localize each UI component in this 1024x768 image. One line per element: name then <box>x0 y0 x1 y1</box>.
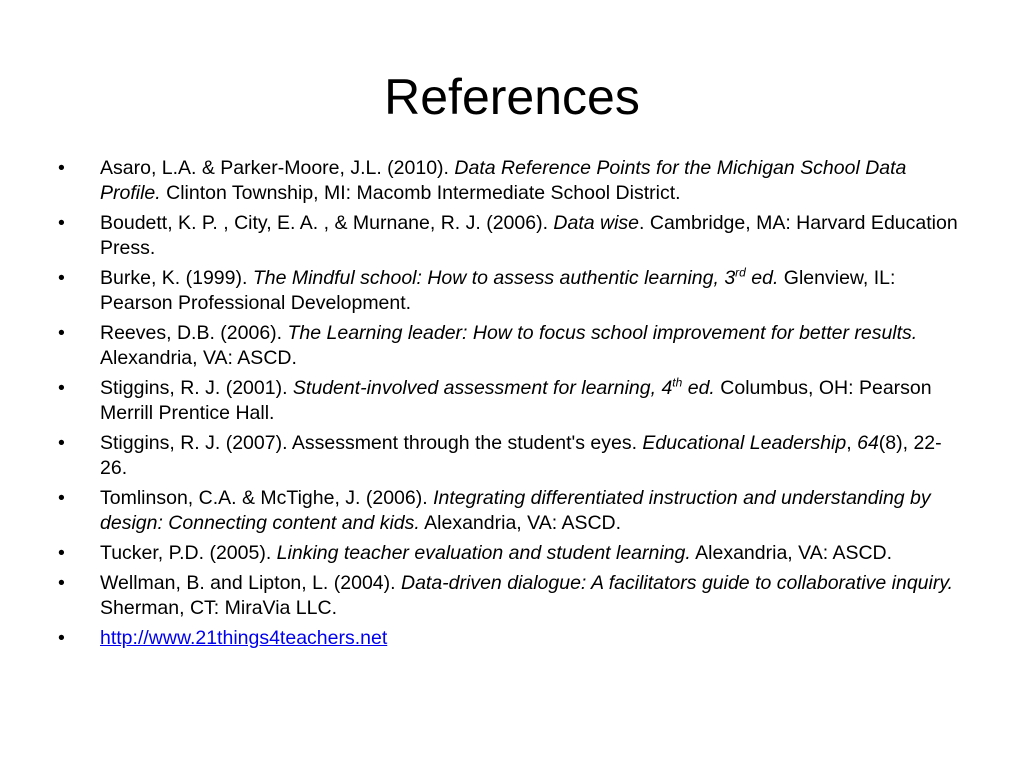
reference-segment: Tucker, P.D. (2005). <box>100 542 277 564</box>
reference-text <box>100 487 931 534</box>
reference-segment: Alexandria, VA: ASCD. <box>690 542 893 564</box>
reference-italic-segment: Data wise <box>553 212 640 234</box>
reference-segment: Reeves, D.B. (2006). <box>100 322 288 344</box>
reference-italic-segment: Student-involved assessment for learning, 4 <box>292 377 673 399</box>
reference-italic-segment: 64 <box>857 432 879 454</box>
website-link[interactable]: http://www.21things4teachers.net <box>100 627 388 649</box>
bullet-icon: • <box>58 572 65 594</box>
reference-segment: Burke, K. (1999). <box>100 267 253 289</box>
reference-item <box>58 431 958 481</box>
reference-item <box>58 376 958 426</box>
reference-text <box>100 377 932 424</box>
bullet-icon: • <box>58 157 65 179</box>
reference-italic-segment: Integrating differentiated instruction and understanding by design: Connecting content and kids. <box>100 487 931 534</box>
reference-segment: Wellman, B. and Lipton, L. (2004). <box>100 572 401 594</box>
reference-segment: Tomlinson, C.A. & McTighe, J. (2006). <box>100 487 434 509</box>
reference-italic-segment: The Learning leader: How to focus school improvement for better results. <box>287 322 918 344</box>
reference-list <box>58 156 958 656</box>
bullet-icon: • <box>58 487 65 509</box>
bullet-icon: • <box>58 212 65 234</box>
reference-superscript: th <box>672 375 683 390</box>
reference-text <box>100 157 906 204</box>
reference-italic-segment: The Mindful school: How to assess authentic learning, 3 <box>252 267 736 289</box>
reference-superscript: rd <box>735 265 746 280</box>
reference-item <box>58 266 958 316</box>
reference-item <box>58 211 958 261</box>
reference-italic-segment: ed. <box>682 377 715 399</box>
reference-segment: Glenview, IL: Pearson Professional Development. <box>100 267 896 314</box>
reference-text <box>100 432 942 479</box>
reference-item <box>58 541 958 566</box>
bullet-icon: • <box>58 627 65 649</box>
reference-text <box>100 542 892 564</box>
bullet-icon: • <box>58 377 65 399</box>
reference-segment: Asaro, L.A. & Parker-Moore, J.L. (2010). <box>100 157 455 179</box>
reference-segment: Clinton Township, MI: Macomb Intermediate School District. <box>160 182 681 204</box>
reference-text <box>100 572 953 619</box>
bullet-icon: • <box>58 432 65 454</box>
reference-segment: Stiggins, R. J. (2001). <box>100 377 293 399</box>
reference-segment: , <box>846 432 858 454</box>
reference-item <box>58 321 958 371</box>
reference-text <box>100 322 917 369</box>
reference-italic-segment: Linking teacher evaluation and student learning. <box>276 542 691 564</box>
slide-title: References <box>384 69 640 125</box>
reference-italic-segment: Data-driven dialogue: A facilitators guide to collaborative inquiry. <box>400 572 954 594</box>
reference-segment: Columbus, OH: Pearson Merrill Prentice Hall. <box>100 377 932 424</box>
reference-item <box>58 571 958 621</box>
reference-segment: Boudett, K. P. , City, E. A. , & Murnane, R. J. (2006). <box>100 212 554 234</box>
reference-text <box>100 267 895 314</box>
reference-segment: Sherman, CT: MiraVia LLC. <box>100 597 337 619</box>
reference-segment: Alexandria, VA: ASCD. <box>419 512 622 534</box>
reference-italic-segment: ed. <box>745 267 779 289</box>
reference-link-item <box>58 626 958 651</box>
reference-item <box>58 486 958 536</box>
bullet-icon: • <box>58 322 65 344</box>
reference-segment: Stiggins, R. J. (2007). Assessment through the student's eyes. <box>100 432 643 454</box>
bullet-icon: • <box>58 542 65 564</box>
reference-segment: (8), 22-26. <box>100 432 942 479</box>
reference-text <box>100 212 958 259</box>
reference-item <box>58 156 958 206</box>
reference-italic-segment: Educational Leadership <box>642 432 847 454</box>
reference-segment: . Cambridge, MA: Harvard Education Press. <box>100 212 958 259</box>
bullet-icon: • <box>58 267 65 289</box>
reference-italic-segment: Data Reference Points for the Michigan School Data Profile. <box>100 157 907 204</box>
reference-segment: Alexandria, VA: ASCD. <box>100 347 297 369</box>
